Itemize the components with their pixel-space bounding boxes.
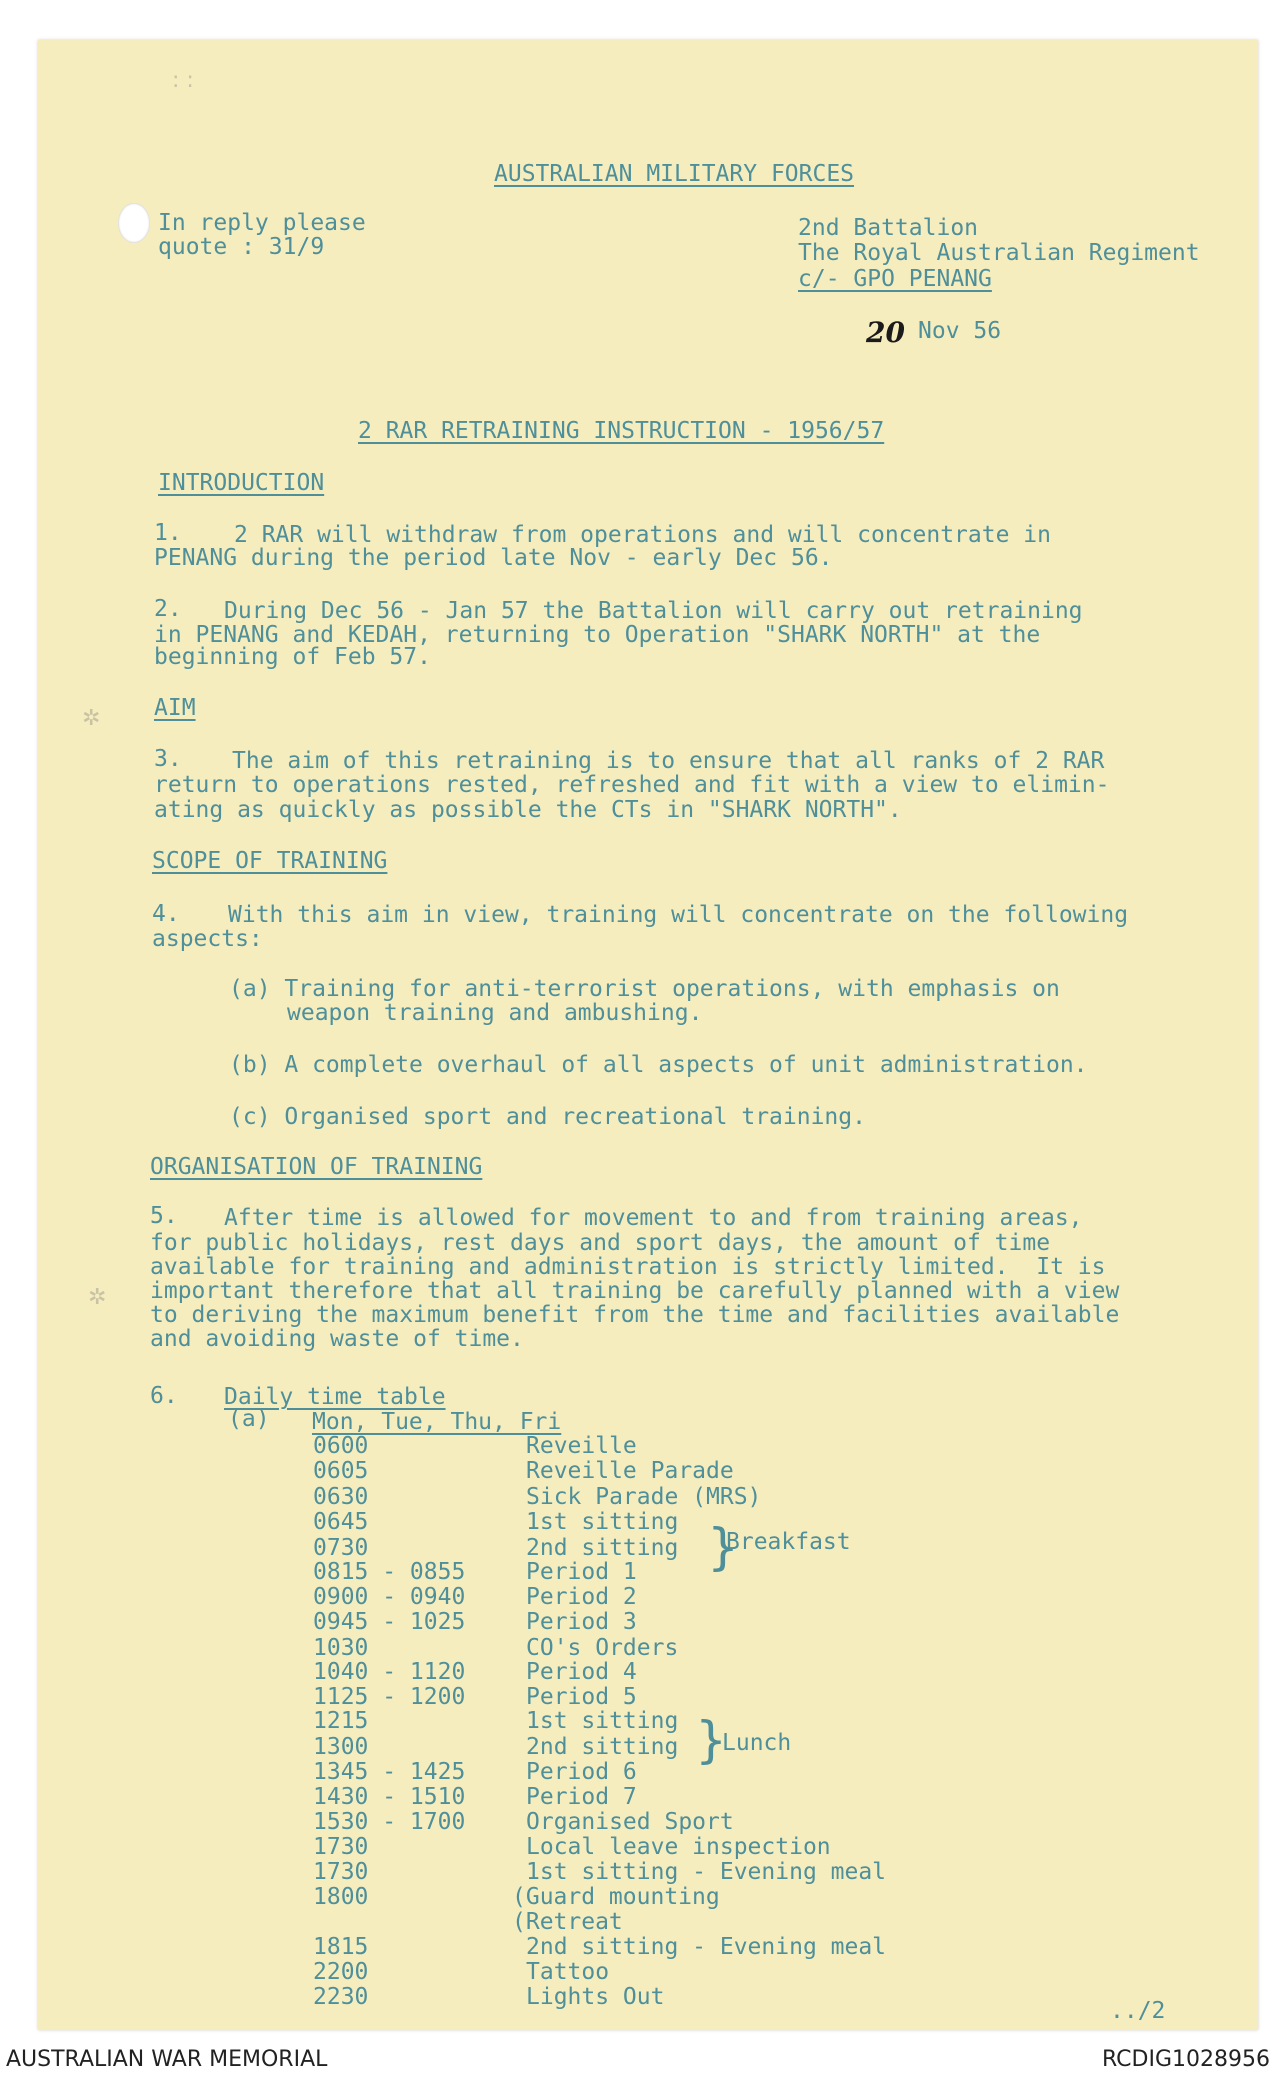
timetable-event: Lights Out [526,1984,665,2010]
timetable-time: 1730 [313,1834,369,1860]
para-3-line-2: return to operations rested, refreshed and fit with a view to elimin- [154,772,1110,798]
para-4a-line-2: weapon training and ambushing. [287,1000,703,1026]
timetable-time: 0945 - 1025 [313,1609,466,1635]
timetable-time: 1215 [313,1708,369,1734]
timetable-event: (Retreat [512,1909,623,1935]
para-2-line-2: in PENANG and KEDAH, returning to Operation "SHARK NORTH" at the [154,622,1041,648]
para-1-number: 1. [154,520,182,546]
timetable-event: CO's Orders [526,1635,679,1661]
timetable-event: Period 1 [526,1559,637,1585]
timetable-title: Daily time table [224,1384,446,1410]
timetable-event: Organised Sport [526,1809,734,1835]
date-month-year: Nov 56 [918,318,1002,344]
para-3-line-1: The aim of this retraining is to ensure that all ranks of 2 RAR [232,748,1105,774]
breakfast-label: Breakfast [726,1529,851,1555]
timetable-event: Period 2 [526,1584,637,1610]
punch-hole [118,203,150,243]
timetable-event: Reveille [526,1433,637,1459]
para-2-line-3: beginning of Feb 57. [154,644,431,670]
para-4-line-1: With this aim in view, training will concentrate on the following [228,902,1129,928]
timetable-event: Period 7 [526,1784,637,1810]
document-title: 2 RAR RETRAINING INSTRUCTION - 1956/57 [358,418,885,444]
timetable-time: 0605 [313,1458,369,1484]
section-introduction: INTRODUCTION [158,470,325,496]
para-6-number: 6. [150,1383,178,1409]
timetable-event: Reveille Parade [526,1458,734,1484]
timetable-event: Period 3 [526,1609,637,1635]
timetable-time: 1800 [313,1884,369,1910]
section-aim: AIM [154,695,196,721]
para-4-line-2: aspects: [152,926,263,952]
timetable-time: 0630 [313,1484,369,1510]
para-4b: (b) A complete overhaul of all aspects of unit administration. [229,1052,1088,1078]
timetable-event: 1st sitting - Evening meal [526,1859,887,1885]
timetable-event: Tattoo [526,1959,610,1985]
breakfast-brace: } [708,1518,739,1576]
date-day-handwritten: 20 [866,316,905,349]
lunch-label: Lunch [722,1730,792,1756]
para-5-line-2: for public holidays, rest days and sport days, the amount of time [150,1230,1051,1256]
timetable-time: 1345 - 1425 [313,1759,466,1785]
section-scope: SCOPE OF TRAINING [152,848,388,874]
para-1-line-1: 2 RAR will withdraw from operations and will concentrate in [234,522,1051,548]
timetable-time: 2200 [313,1959,369,1985]
timetable-event: Period 5 [526,1684,637,1710]
para-4c: (c) Organised sport and recreational training. [229,1104,866,1130]
timetable-event: (Guard mounting [512,1884,720,1910]
reply-line-1: In reply please [158,210,366,236]
unit-line-3: c/- GPO PENANG [798,266,992,292]
section-organisation: ORGANISATION OF TRAINING [150,1154,483,1180]
timetable-days: Mon, Tue, Thu, Fri [312,1409,562,1435]
org-heading: AUSTRALIAN MILITARY FORCES [494,161,855,187]
para-3-line-3: ating as quickly as possible the CTs in "SHARK NORTH". [154,797,902,823]
timetable-event: 1st sitting [526,1708,679,1734]
timetable-time: 1430 - 1510 [313,1784,466,1810]
footer-archive-name: AUSTRALIAN WAR MEMORIAL [6,2047,328,2072]
pin-mark: : : [172,68,194,93]
timetable-event: Period 4 [526,1659,637,1685]
timetable-time: 0815 - 0855 [313,1559,466,1585]
para-5-line-4: important therefore that all training be carefully planned with a view [150,1278,1120,1304]
timetable-sub-label: (a) [228,1406,270,1432]
timetable-time: 1125 - 1200 [313,1684,466,1710]
reply-line-2: quote : 31/9 [158,234,325,260]
timetable-time: 1030 [313,1635,369,1661]
page-continuation: ../2 [1110,1998,1166,2024]
para-5-line-6: and avoiding waste of time. [150,1326,524,1352]
para-2-number: 2. [154,596,182,622]
para-2-line-1: During Dec 56 - Jan 57 the Battalion will carry out retraining [224,598,1083,624]
timetable-time: 1300 [313,1734,369,1760]
para-5-line-5: to deriving the maximum benefit from the time and facilities available [150,1302,1120,1328]
timetable-time: 0730 [313,1535,369,1561]
timetable-time: 1730 [313,1859,369,1885]
timetable-time: 2230 [313,1984,369,2010]
para-4a-line-1: (a) Training for anti-terrorist operations, with emphasis on [229,976,1060,1002]
para-5-number: 5. [150,1203,178,1229]
para-4-number: 4. [152,901,180,927]
timetable-time: 0600 [313,1433,369,1459]
staple-mark: ✲ [82,706,101,731]
timetable-time: 1040 - 1120 [313,1659,466,1685]
staple-mark: ✲ [88,1285,107,1310]
timetable-event: 2nd sitting [526,1734,679,1760]
lunch-brace: } [696,1711,727,1769]
timetable-event: Local leave inspection [526,1834,831,1860]
timetable-time: 0900 - 0940 [313,1584,466,1610]
timetable-time: 1815 [313,1934,369,1960]
unit-line-2: The Royal Australian Regiment [798,240,1200,266]
para-1-line-2: PENANG during the period late Nov - early Dec 56. [154,545,833,571]
timetable-time: 1530 - 1700 [313,1809,466,1835]
timetable-event: 1st sitting [526,1509,679,1535]
timetable-event: 2nd sitting [526,1535,679,1561]
para-5-line-1: After time is allowed for movement to and from training areas, [224,1205,1083,1231]
timetable-time: 0645 [313,1509,369,1535]
footer-record-id: RCDIG1028956 [1101,2047,1270,2072]
timetable-event: 2nd sitting - Evening meal [526,1934,887,1960]
para-5-line-3: available for training and administration is strictly limited. It is [150,1254,1106,1280]
para-3-number: 3. [154,746,182,772]
unit-line-1: 2nd Battalion [798,215,979,241]
timetable-event: Period 6 [526,1759,637,1785]
timetable-event: Sick Parade (MRS) [526,1484,762,1510]
